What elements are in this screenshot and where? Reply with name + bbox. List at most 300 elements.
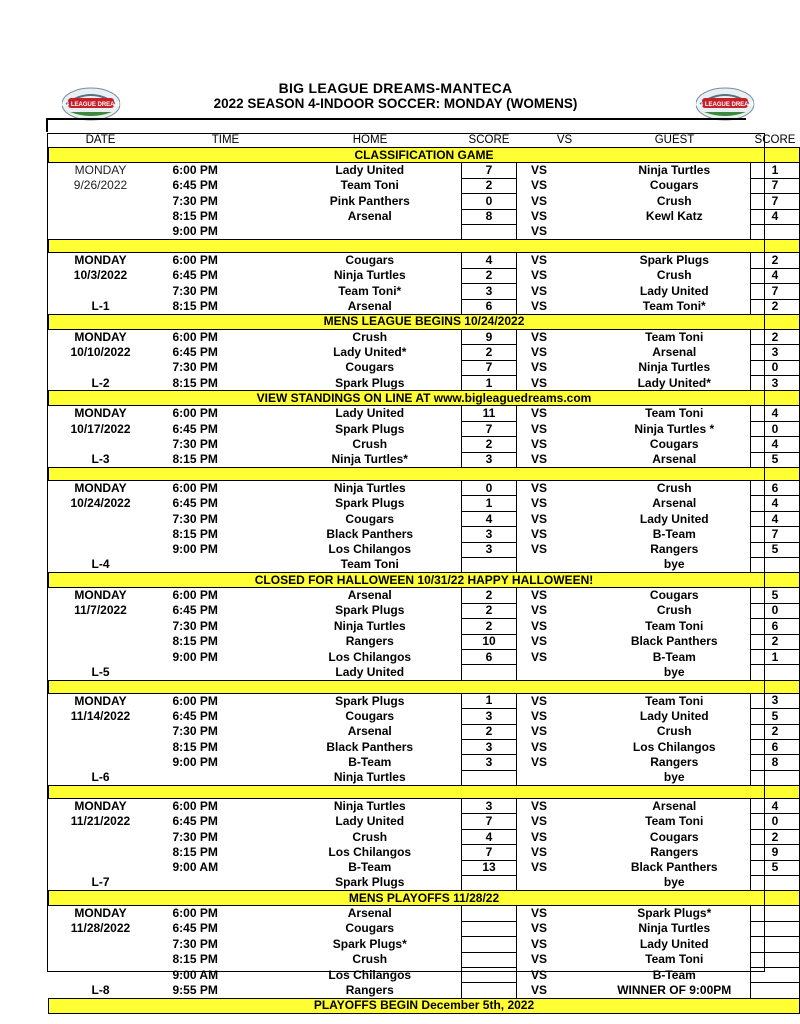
home-team-cell: Ninja Turtles — [333, 799, 406, 813]
guest-team-cell — [599, 224, 751, 239]
guest-team-cell: Ninja Turtles — [638, 163, 711, 178]
game-row — [49, 588, 800, 603]
game-row — [49, 603, 800, 618]
time-cell: 6:45 PM — [172, 268, 218, 283]
banner-row — [49, 891, 800, 906]
header-rule — [46, 118, 746, 120]
guest-score-cell: 5 — [751, 860, 800, 875]
time-cell: 8:15 PM — [172, 452, 218, 467]
vs-cell: VS — [531, 421, 548, 436]
vs-cell — [517, 557, 599, 572]
guest-team-cell: Crush — [656, 193, 692, 208]
guest-team-cell: Team Toni — [645, 693, 704, 708]
home-score-cell: 2 — [462, 178, 517, 193]
vs-cell: VS — [531, 496, 548, 511]
date-cell: L-7 — [91, 875, 110, 890]
time-cell: 6:45 PM — [172, 814, 218, 829]
time-cell: 6:45 PM — [172, 344, 218, 359]
time-cell: 6:00 PM — [172, 480, 218, 495]
guest-team-cell: Kewl Katz — [645, 209, 703, 224]
game-row — [49, 724, 800, 739]
guest-score-cell: 2 — [751, 299, 800, 314]
time-cell: 6:45 PM — [172, 421, 218, 436]
home-score-cell: 1 — [462, 376, 517, 391]
game-row — [49, 983, 800, 998]
guest-team-cell: bye — [663, 557, 685, 572]
guest-score-cell: 6 — [751, 739, 800, 754]
game-row — [49, 376, 800, 391]
game-row — [49, 906, 800, 921]
guest-team-cell: Team Toni* — [642, 298, 706, 313]
home-score-cell — [462, 906, 517, 921]
vs-cell: VS — [531, 921, 548, 936]
date-cell: L-4 — [91, 557, 110, 572]
home-score-cell — [462, 937, 517, 952]
game-row — [49, 814, 800, 829]
time-cell: 6:45 PM — [172, 496, 218, 511]
date-cell: L-1 — [91, 298, 110, 313]
guest-score-cell: 6 — [751, 481, 800, 496]
guest-team-cell: Lady United — [639, 708, 709, 723]
home-team-cell: Arsenal — [347, 906, 392, 921]
home-score-cell: 3 — [462, 739, 517, 754]
home-team-cell: Spark Plugs — [335, 496, 405, 511]
guest-team-cell: Arsenal — [652, 344, 697, 359]
header-rule-left — [46, 118, 48, 132]
game-row — [49, 634, 800, 649]
time-cell: 9:00 AM — [172, 967, 219, 982]
vs-cell: VS — [531, 739, 548, 754]
league-logo-right — [694, 84, 756, 122]
home-score-cell: 9 — [462, 329, 517, 344]
vs-cell: VS — [531, 253, 548, 268]
game-row — [49, 619, 800, 634]
time-cell: 6:00 PM — [172, 588, 218, 603]
date-cell — [49, 724, 153, 739]
date-cell: 11/14/2022 — [70, 708, 131, 723]
guest-score-cell: 4 — [751, 799, 800, 814]
vs-cell: VS — [531, 329, 548, 344]
vs-cell: VS — [531, 724, 548, 739]
guest-team-cell: bye — [663, 875, 685, 890]
home-score-cell: 3 — [462, 542, 517, 557]
home-score-cell: 3 — [462, 527, 517, 542]
home-score-cell: 7 — [462, 845, 517, 860]
guest-score-cell: 4 — [751, 268, 800, 283]
guest-score-cell — [751, 770, 800, 785]
separator-row — [49, 240, 800, 253]
time-cell: 6:45 PM — [172, 603, 218, 618]
home-team-cell: Spark Plugs — [335, 421, 405, 436]
game-row — [49, 755, 800, 770]
time-cell: 8:15 PM — [172, 952, 218, 967]
date-cell — [49, 860, 153, 875]
home-score-cell: 2 — [462, 619, 517, 634]
date-cell: 11/7/2022 — [74, 603, 127, 618]
time-cell: 8:15 PM — [172, 375, 218, 390]
date-cell — [49, 619, 153, 634]
guest-score-cell — [751, 921, 800, 936]
home-team-cell: Team Toni* — [338, 283, 402, 298]
game-row — [49, 542, 800, 557]
guest-team-cell: Ninja Turtles — [638, 921, 711, 936]
game-row — [49, 557, 800, 572]
home-score-cell: 8 — [462, 209, 517, 224]
home-team-cell: Lady United* — [333, 344, 407, 359]
guest-score-cell — [751, 224, 800, 239]
home-score-cell: 3 — [462, 709, 517, 724]
banner-text: PLAYOFFS BEGIN December 5th, 2022 — [49, 998, 800, 1013]
home-score-cell: 1 — [462, 496, 517, 511]
schedule-body — [49, 148, 800, 1013]
home-score-cell — [462, 665, 517, 680]
date-cell: MONDAY — [74, 480, 127, 495]
home-score-cell — [462, 224, 517, 239]
game-row — [49, 739, 800, 754]
guest-team-cell: Team Toni — [645, 952, 704, 967]
home-team-cell: Los Chilangos — [328, 967, 412, 982]
guest-score-cell: 0 — [751, 421, 800, 436]
date-cell: MONDAY — [74, 163, 127, 178]
time-cell: 7:30 PM — [172, 618, 218, 633]
guest-score-cell: 3 — [751, 693, 800, 708]
date-cell: MONDAY — [74, 588, 127, 603]
time-cell: 6:45 PM — [172, 921, 218, 936]
banner-text: CLOSED FOR HALLOWEEN 10/31/22 HAPPY HALLOWEEN! — [49, 573, 800, 588]
game-row — [49, 209, 800, 224]
vs-cell — [517, 770, 599, 785]
guest-team-cell: B-Team — [652, 967, 696, 982]
home-team-cell: Los Chilangos — [328, 542, 412, 557]
league-logo-left — [60, 84, 122, 122]
date-cell — [49, 360, 153, 375]
home-team-cell: Cougars — [345, 360, 395, 375]
date-cell: 9/26/2022 — [73, 178, 128, 193]
guest-team-cell: Rangers — [650, 542, 699, 557]
home-team-cell: Arsenal — [347, 724, 392, 739]
guest-team-cell: Los Chilangos — [632, 739, 716, 754]
guest-team-cell: Crush — [656, 603, 692, 618]
vs-cell: VS — [531, 193, 548, 208]
vs-cell: VS — [531, 178, 548, 193]
home-score-cell: 11 — [462, 406, 517, 421]
date-cell: 10/17/2022 — [70, 421, 131, 436]
date-cell — [49, 511, 153, 526]
home-team-cell: Team Toni — [340, 178, 399, 193]
guest-score-cell — [751, 937, 800, 952]
time-cell: 7:30 PM — [172, 936, 218, 951]
time-cell: 6:00 PM — [172, 163, 218, 178]
col-score: SCORE — [462, 133, 517, 148]
guest-team-cell: Team Toni — [645, 329, 704, 344]
home-team-cell: Crush — [352, 952, 388, 967]
vs-cell: VS — [531, 375, 548, 390]
vs-cell: VS — [531, 618, 548, 633]
home-team-cell: Lady United — [335, 814, 405, 829]
home-score-cell: 6 — [462, 299, 517, 314]
guest-score-cell: 2 — [751, 634, 800, 649]
home-score-cell: 7 — [462, 360, 517, 375]
date-cell: 10/10/2022 — [70, 344, 131, 359]
banner-row — [49, 148, 800, 163]
game-row — [49, 937, 800, 952]
guest-score-cell: 4 — [751, 209, 800, 224]
time-cell: 9:55 PM — [172, 982, 218, 997]
vs-cell: VS — [531, 844, 548, 859]
guest-score-cell — [751, 967, 800, 982]
home-score-cell: 2 — [462, 437, 517, 452]
date-cell — [49, 845, 153, 860]
game-row — [49, 829, 800, 844]
vs-cell: VS — [531, 952, 548, 967]
vs-cell: VS — [531, 406, 548, 421]
home-team-cell — [279, 224, 462, 239]
time-cell: 7:30 PM — [172, 193, 218, 208]
game-row — [49, 921, 800, 936]
game-row — [49, 224, 800, 239]
separator-cell — [49, 680, 800, 693]
date-cell: 11/21/2022 — [70, 814, 131, 829]
date-cell: 11/28/2022 — [70, 921, 131, 936]
date-cell: MONDAY — [74, 329, 127, 344]
col-vs: VS — [517, 133, 599, 148]
vs-cell: VS — [531, 708, 548, 723]
date-cell — [49, 542, 153, 557]
home-team-cell: Crush — [352, 329, 388, 344]
guest-score-cell: 3 — [751, 345, 800, 360]
guest-score-cell: 0 — [751, 814, 800, 829]
guest-team-cell: Cougars — [649, 829, 699, 844]
guest-team-cell: Ninja Turtles * — [634, 421, 715, 436]
vs-cell: VS — [531, 542, 548, 557]
vs-cell: VS — [531, 511, 548, 526]
time-cell: 9:00 PM — [172, 754, 218, 769]
time-cell: 6:00 PM — [172, 693, 218, 708]
banner-text: VIEW STANDINGS ON LINE AT www.bigleaguedreams.com — [49, 391, 800, 406]
time-cell: 6:00 PM — [172, 329, 218, 344]
guest-team-cell: Rangers — [650, 754, 699, 769]
vs-cell: VS — [531, 268, 548, 283]
home-team-cell: Spark Plugs — [335, 693, 405, 708]
vs-cell: VS — [531, 814, 548, 829]
guest-score-cell: 5 — [751, 588, 800, 603]
separator-cell — [49, 240, 800, 253]
home-team-cell: Crush — [352, 829, 388, 844]
logo-text-left: BIG LEAGUE DREAMS — [58, 102, 124, 108]
guest-team-cell: Lady United — [639, 936, 709, 951]
date-cell: MONDAY — [74, 906, 127, 921]
time-cell: 6:00 PM — [172, 253, 218, 268]
home-team-cell: Crush — [352, 436, 388, 451]
home-team-cell: Team Toni — [340, 557, 399, 572]
time-cell: 9:00 PM — [172, 542, 218, 557]
game-row — [49, 421, 800, 436]
time-cell: 8:15 PM — [172, 739, 218, 754]
home-team-cell: Los Chilangos — [328, 649, 412, 664]
vs-cell: VS — [531, 693, 548, 708]
guest-team-cell: B-Team — [652, 526, 696, 541]
game-row — [49, 163, 800, 178]
time-cell: 6:45 PM — [172, 178, 218, 193]
guest-score-cell: 2 — [751, 329, 800, 344]
time-cell: 7:30 PM — [172, 360, 218, 375]
home-score-cell: 3 — [462, 755, 517, 770]
home-team-cell: Lady United — [335, 163, 405, 178]
vs-cell: VS — [531, 480, 548, 495]
home-score-cell: 3 — [462, 452, 517, 467]
guest-team-cell: Crush — [656, 480, 692, 495]
time-cell: 7:30 PM — [172, 436, 218, 451]
game-row — [49, 284, 800, 299]
home-team-cell: Black Panthers — [326, 739, 414, 754]
banner-row — [49, 391, 800, 406]
guest-team-cell: Ninja Turtles — [638, 360, 711, 375]
game-row — [49, 360, 800, 375]
home-score-cell: 2 — [462, 603, 517, 618]
guest-score-cell — [751, 557, 800, 572]
guest-team-cell: Team Toni — [645, 406, 704, 421]
game-row — [49, 253, 800, 268]
home-score-cell: 3 — [462, 284, 517, 299]
guest-team-cell: Arsenal — [652, 496, 697, 511]
time-cell: 7:30 PM — [172, 283, 218, 298]
game-row — [49, 952, 800, 967]
home-score-cell — [462, 557, 517, 572]
home-score-cell — [462, 952, 517, 967]
home-team-cell: Black Panthers — [326, 526, 414, 541]
guest-team-cell: bye — [663, 770, 685, 785]
date-cell: L-6 — [91, 770, 110, 785]
guest-score-cell: 2 — [751, 724, 800, 739]
home-score-cell: 4 — [462, 511, 517, 526]
vs-cell: VS — [531, 936, 548, 951]
col-time: TIME — [153, 133, 279, 148]
date-cell — [49, 952, 153, 967]
game-row — [49, 799, 800, 814]
guest-team-cell: Crush — [656, 724, 692, 739]
guest-team-cell: Team Toni — [645, 618, 704, 633]
guest-team-cell: WINNER OF 9:00PM — [617, 982, 732, 997]
guest-team-cell: Cougars — [649, 178, 699, 193]
separator-cell — [49, 468, 800, 481]
home-score-cell: 7 — [462, 421, 517, 436]
home-team-cell: Rangers — [345, 634, 394, 649]
date-cell: L-3 — [91, 452, 110, 467]
date-cell — [49, 634, 153, 649]
date-cell: L-5 — [91, 664, 110, 679]
vs-cell: VS — [531, 452, 548, 467]
time-cell — [153, 770, 279, 785]
vs-cell: VS — [531, 298, 548, 313]
time-cell: 9:00 PM — [172, 224, 218, 239]
time-cell — [153, 557, 279, 572]
home-team-cell: Arsenal — [347, 588, 392, 603]
home-score-cell: 13 — [462, 860, 517, 875]
guest-score-cell: 1 — [751, 649, 800, 664]
vs-cell: VS — [531, 982, 548, 997]
game-row — [49, 665, 800, 680]
home-score-cell: 10 — [462, 634, 517, 649]
game-row — [49, 770, 800, 785]
time-cell: 6:00 PM — [172, 799, 218, 813]
time-cell — [153, 665, 279, 680]
guest-team-cell: Lady United — [639, 283, 709, 298]
separator-cell — [49, 786, 800, 799]
home-team-cell: Arsenal — [347, 209, 392, 224]
guest-score-cell: 7 — [751, 527, 800, 542]
time-cell: 6:00 PM — [172, 406, 218, 421]
date-cell: MONDAY — [74, 799, 127, 813]
game-row — [49, 329, 800, 344]
guest-score-cell: 0 — [751, 360, 800, 375]
date-cell — [49, 967, 153, 982]
home-score-cell — [462, 876, 517, 891]
date-cell: L-2 — [91, 375, 110, 390]
game-row — [49, 299, 800, 314]
banner-row — [49, 573, 800, 588]
guest-score-cell: 8 — [751, 755, 800, 770]
guest-team-cell: Cougars — [649, 588, 699, 603]
vs-cell: VS — [531, 360, 548, 375]
col-score2: SCORE — [751, 133, 800, 148]
separator-row — [49, 468, 800, 481]
guest-team-cell: Spark Plugs* — [637, 906, 712, 921]
home-score-cell: 7 — [462, 814, 517, 829]
time-cell — [153, 876, 279, 891]
vs-cell: VS — [531, 967, 548, 982]
guest-team-cell: Black Panthers — [630, 634, 718, 649]
home-score-cell: 4 — [462, 253, 517, 268]
guest-score-cell — [751, 906, 800, 921]
home-team-cell: Lady United — [335, 664, 405, 679]
date-cell — [49, 649, 153, 664]
home-team-cell: Los Chilangos — [328, 844, 412, 859]
guest-score-cell: 4 — [751, 437, 800, 452]
date-cell — [49, 739, 153, 754]
vs-cell — [517, 876, 599, 891]
home-score-cell: 6 — [462, 649, 517, 664]
vs-cell: VS — [531, 603, 548, 618]
home-team-cell: Cougars — [345, 511, 395, 526]
home-score-cell — [462, 983, 517, 998]
game-row — [49, 693, 800, 708]
time-cell: 7:30 PM — [172, 829, 218, 844]
vs-cell: VS — [531, 224, 548, 239]
vs-cell: VS — [531, 906, 548, 921]
date-cell — [49, 527, 153, 542]
guest-score-cell: 2 — [751, 829, 800, 844]
vs-cell: VS — [531, 526, 548, 541]
guest-score-cell: 9 — [751, 845, 800, 860]
guest-score-cell: 3 — [751, 376, 800, 391]
home-score-cell — [462, 967, 517, 982]
column-header-row — [49, 133, 800, 148]
time-cell: 6:45 PM — [172, 708, 218, 723]
banner-row — [49, 998, 800, 1013]
date-cell — [49, 755, 153, 770]
date-cell — [49, 937, 153, 952]
guest-score-cell: 0 — [751, 603, 800, 618]
guest-score-cell: 4 — [751, 406, 800, 421]
home-score-cell: 0 — [462, 194, 517, 209]
game-row — [49, 860, 800, 875]
home-score-cell: 0 — [462, 481, 517, 496]
date-cell: L-8 — [91, 982, 110, 997]
game-row — [49, 709, 800, 724]
home-score-cell: 7 — [462, 163, 517, 178]
game-row — [49, 437, 800, 452]
guest-score-cell: 7 — [751, 284, 800, 299]
